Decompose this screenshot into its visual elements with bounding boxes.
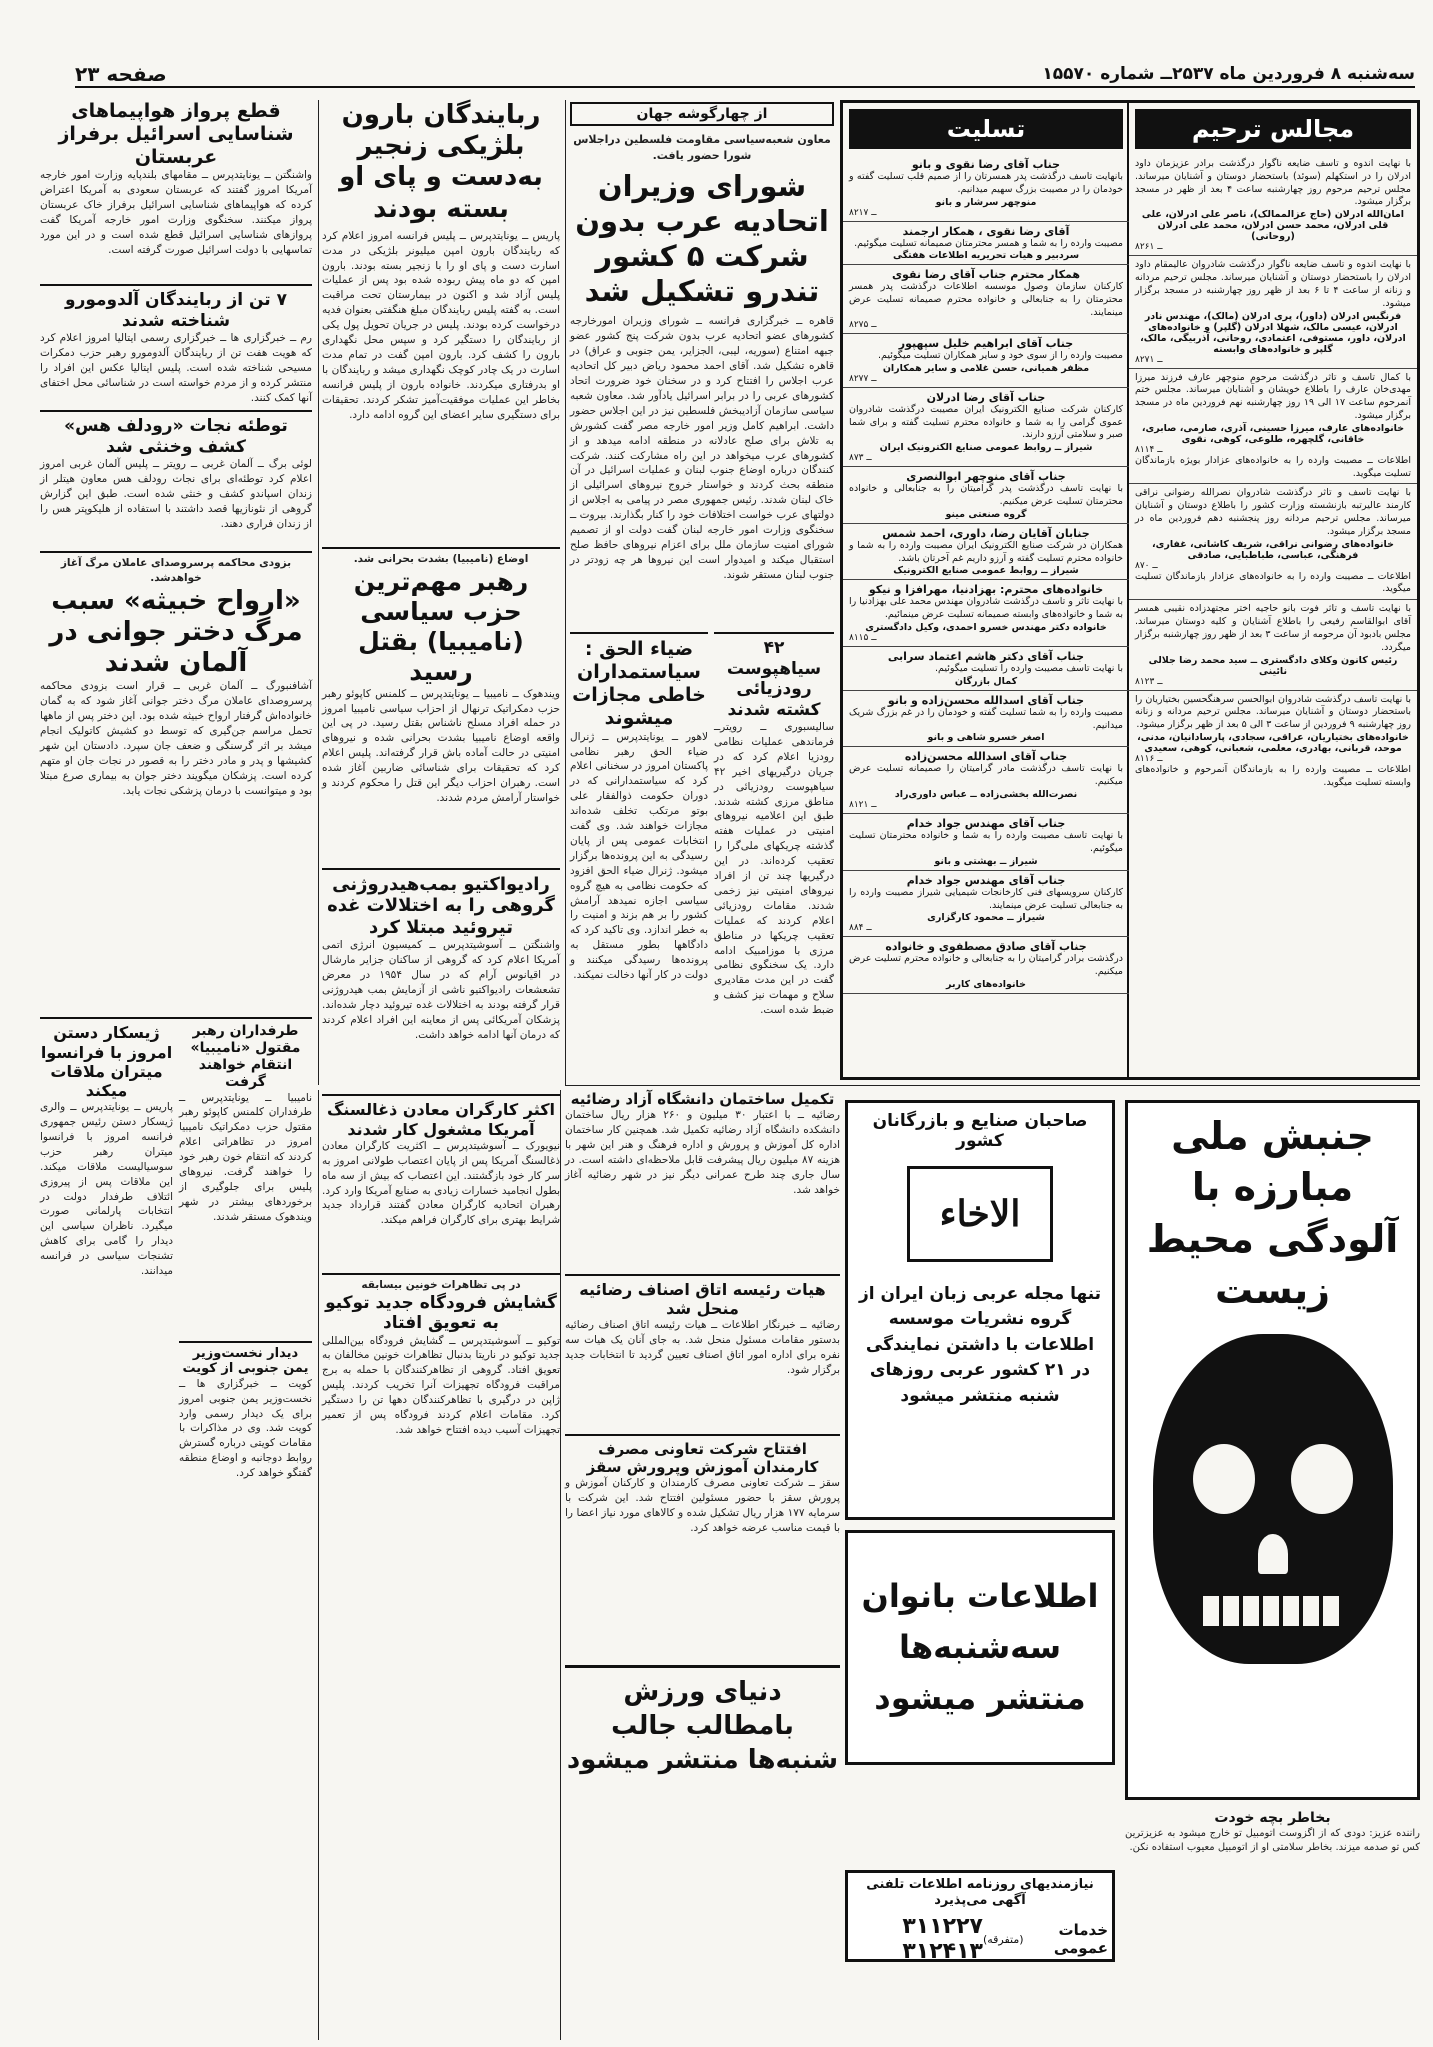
- alakha-ad: [845, 1100, 1115, 1520]
- condolence-signature: شیراز ــ روابط عمومی صنایع الکترونیک: [893, 565, 1079, 577]
- classified-phones: ۳۱۱۲۲۷ ۳۱۲۴۱۳: [902, 1914, 983, 1965]
- condolence-code: ۸ــ ۷۳: [849, 453, 872, 464]
- condolence-signature: شیراز ــ روابط عمومی صنایع الکترونیک ایران: [879, 442, 1093, 454]
- condolence-heading: جناب آقای منوچهر ابوالنصری: [906, 470, 1066, 484]
- condolence-text: مصیبت وارده را به شما تسلیت گفته و خودمان را در غم بزرگ شریک میدانیم.: [849, 706, 1123, 731]
- page-header: [75, 62, 1415, 88]
- notice-code: ۸ــ ۷۰: [1135, 560, 1158, 571]
- classified-label: خدمات عمومی: [1053, 1921, 1108, 1958]
- condolence-signature: نصرت‌الله بخشی‌زاده ــ عباس داوری‌راد: [894, 789, 1078, 801]
- coal-miners-body: نیویورک ــ آسوشیتدپرس ــ اکثریت کارگران معادن ذغالسنگ آمریکا پس از پایان اعتصاب طولانی امروز به سر کار خود بازگشتند. این اعتصاب که بیش از سه ماه بطول انجامید خسارات زیادی به صنایع آمریکا وارد کرد. رهبران اتحادیه کارگران معادن گفتند قرارداد جدید شرایط بهتری برای کارگران فراهم میکند.: [322, 1139, 560, 1227]
- notice-signature: خانواده‌های بختیاریان، عراقی، سجادی، پارسادانیان، مدنی، موحد، قربانی، بهادری، معلمی، شعبانی، کوهی، سعیدی: [1137, 731, 1409, 754]
- condolence-text: درگذشت برادر گرامیتان را به جنابعالی و خانواده محترم تسلیت عرض میکنیم.: [849, 953, 1123, 978]
- guild-headline: هیات رئیسه اتاق اصناف رضائیه منحل شد: [565, 1274, 840, 1318]
- section-rule: [565, 1085, 1420, 1086]
- condolence-notice: [843, 524, 1129, 581]
- condolence-notice: [843, 265, 1129, 333]
- condolence-code: ۸ــ ۲۱۷: [849, 207, 877, 218]
- memorial-notice: با نهایت تاسف و تاثر فوت بانو حاجیه اختر مجتهدزاده نقیبی همسر آقای ابوالقاسم رفیعی را باطلاع آشنایان و کلیه دوستان میرساند. مجلس بادبود آن مرحومه از ساعت ۳ بعد از ظهر روز چهارشنبه برگزار میگردد.: [1135, 603, 1411, 653]
- condolence-notice: [843, 222, 1129, 266]
- condolence-notice: [843, 388, 1129, 467]
- main-headline: شورای وزیران اتحادیه عرب بدون شرکت ۵ کشور تندرو تشکیل شد: [575, 169, 829, 308]
- exorcism-kicker: بزودی محاکمه پرسروصدای عاملان مرگ آغاز خواهدشد.: [40, 551, 312, 586]
- alakha-logo: الاخاء: [907, 1166, 1053, 1262]
- condolence-note: اطلاعات ــ مصیبت وارده را به خانواده‌های عزادار بویژه بازماندگان تسلیت میگوید.: [1135, 454, 1411, 479]
- condolence-text: با نهایت تاسف درگذشت مادر گرامیتان را صمیمانه تسلیت عرض میکنیم.: [849, 763, 1123, 788]
- classified-ad: [845, 1870, 1115, 1965]
- condolence-signature: سردبیر و هیات تحریریه اطلاعات هفتگی: [892, 250, 1080, 262]
- alakha-text: تنها مجله عربی زبان ایران از گروه نشریات موسسه اطلاعات با داشتن نمایندگی در ۲۱ کشور عربی روزهای شنبه منتشر میشود: [858, 1283, 1102, 1406]
- notice-code: ۸ــ ۱۱۶: [1135, 753, 1163, 764]
- condolence-text: با نهایت تاثر و تاسف درگذشت شادروان مهندس محمد علی بهزادنیا را به شما و خانواده‌های وابسته صمیمانه تسلیت عرض مینمائیم.: [849, 596, 1123, 621]
- condolence-code: ۸ــ ۲۷۵: [849, 319, 877, 330]
- namibia-supporters-headline: طرفداران رهبر مقتول «نامیبیا» انتقام خواهند گرفت: [190, 1023, 301, 1090]
- sports-promo: دنیای ورزش بامطالب جالب شنبه‌ها منتشر میشود: [565, 1665, 840, 1777]
- condolence-text: کارکنان سازمان وصول موسسه اطلاعات درگذشت پدر همسر محترمتان را به جنابعالی و خانواده محترم صمیمانه تسلیت عرض مینمایند.: [849, 281, 1123, 319]
- condolence-notice: [843, 871, 1129, 938]
- tokyo-body: توکیو ــ آسوشیتدپرس ــ گشایش فرودگاه بین‌المللی جدید توکیو در ناریتا بدنبال تظاهرات خونین مخالفان به تعویق افتاد. گروهی از تظاهرکنندگان با حمله به برج مراقبت فرودگاه تجهیزات آنرا تخریب کردند. پلیس ژاپن در درگیری با تظاهرکنندگان دهها تن را دستگیر کرد. مقامات اعلام کردند فرودگاه پس از تعمیر تجهیزات آسیب دیده افتتاح خواهد شد.: [322, 1334, 560, 1436]
- condolence-heading: جنابان آقایان رضا، داوری، احمد شمس: [882, 526, 1090, 540]
- exorcism-body: آشافنبورگ ــ آلمان غربی ــ قرار است بزودی محاکمه پرسروصدای عاملان مرگ دختر جوانی آغاز شود که به گمان خانواده‌اش گرفتار ارواح خبیثه شده بود. این دختر پس از ماهها تحمل مراسم جن‌گیری که توسط دو کشیش کاتولیک انجام میشد بر اثر گرسنگی و ضعف جان سپرد. دادستان این شهر کشیشها و پدر و مادر دختر را به قصور در نجات جان او متهم کرده است. پزشکان میگویند دختر جوان به بیماری صرع مبتلا بود و میتوانست با درمان پزشکی نجات یابد.: [40, 680, 312, 797]
- saudi-headline: قطع پرواز هواپیماهای شناسایی اسرائیل برفراز عربستان: [58, 100, 294, 168]
- memorial-services-banner: مجالس ترحیم: [1135, 109, 1411, 149]
- baron-headline: ربایندگان بارون بلژیکی زنجیر به‌دست و پای او بسته بودند: [339, 100, 543, 224]
- condolence-heading: جناب آقای رضا نقوی و بانو: [911, 158, 1061, 171]
- notice-signature: رئیس کانون وکلای دادگستری ــ سید محمد رضا جلالی نائینی: [1148, 654, 1398, 677]
- condolence-signature: شیراز ــ بهشتی و بانو: [934, 855, 1038, 867]
- condolence-notice: [843, 580, 1129, 647]
- condolence-signature: گروه صنعتی مینو: [945, 508, 1027, 520]
- namibia-headline: رهبر مهم‌ترین حزب سیاسی (نامیبیا) بقتل رسید: [353, 566, 529, 686]
- condolence-heading: خانواده‌های محترم: بهزادنیا، مهرافزا و نیکو: [868, 583, 1104, 597]
- condolence-note: اطلاعات ــ مصیبت وارده را به بازماندگان آنمرحوم و خانواده‌های وابسته تسلیت میگوید.: [1135, 763, 1411, 788]
- tokyo-headline: گشایش فرودگاه جدید توکیو به تعویق افتاد: [325, 1292, 557, 1334]
- giscard-headline: ژیسکار دستن امروز با فرانسوا میتران ملاقات میکند: [40, 1023, 173, 1100]
- condolence-signature: مظفر همیانی، حسن غلامی و سایر همکاران: [882, 362, 1090, 374]
- column-rule: [318, 100, 319, 1085]
- tokyo-kicker: در پی تظاهرات خونین بیسابقه: [322, 1273, 560, 1293]
- condolence-notice: [843, 814, 1129, 871]
- child-body: راننده عزیز: دودی که از اگزوست اتومبیل تو خارج میشود به عزیزترین کس تو صدمه میزند. بخاطر سلامتی او از اتومبیل معیوب استفاده نکن.: [1125, 1827, 1420, 1853]
- arab-league-body: قاهره ــ خبرگزاری فرانسه ــ شورای وزیران امورخارجه کشورهای عضو اتحادیه عرب بدون شرکت پنج کشور عضو جبهه امتناع (سوریه، لیبی، الجزایر، یمن جنوبی و عراق) در قاهره تشکیل شد. آقای احمد محمود ریاض دبیر کل اتحادیه عرب اجلاس را افتتاح کرد و در سخنان خود ضرورت اتحاد کشورهای عربی را در برابر اسرائیل یادآور شد. معاون شعبه سیاسی سازمان آزادیبخش فلسطین نیز در این اجلاس حضور داشت. ابراهیم کامل وزیر امور خارجه مصر گفت کشورش به تلاش برای صلح عادلانه در منطقه ادامه میدهد و از کشورهای عرب میخواهد در این راه مشارکت کنند. شرکت کنندگان درباره اوضاع جنوب لبنان و عملیات اسرائیل در آن منطقه بحث کردند و خواستار خروج نیروهای اسرائیلی از خاک لبنان شدند. رئیس جمهوری مصر در پیامی به اجلاس از دولتهای عرب خواست اختلافات خود را کنار بگذارند. بیروت ــ سخنگوی وزارت امور خارجه لبنان گفت دولت او از تصمیم شورای امنیت سازمان ملل برای اعزام نیروهای حافظ صلح استقبال میکند و امیدوار است این نیروها هر چه زودتر در جنوب لبنان مستقر شوند.: [570, 315, 834, 581]
- condolence-heading: جناب آقای اسدالله محسن‌زاده: [904, 750, 1068, 764]
- yemen-headline: دیدار نخست‌وزیر یمن جنوبی از کویت: [179, 1341, 312, 1377]
- condolence-notice: [843, 467, 1129, 524]
- regional-news-column: [565, 1090, 840, 2040]
- condolence-heading: جناب آقای مهندس جواد خدام: [906, 817, 1066, 831]
- condolence-code: ۸ــ ۱۲۱: [849, 800, 877, 811]
- news-column-4: [40, 100, 312, 2035]
- cooperative-headline: افتتاح شرکت تعاونی مصرف کارمندان آموزش وپرورش سقز: [565, 1434, 840, 1476]
- condolence-code: ۸ــ ۸۴: [849, 923, 872, 934]
- memorial-notice: با نهایت تاسف و تاثر درگذشت شادروان نصرالله رضوانی نراقی کارمند عالیرتبه بازنشسته وزارت کشور را باطلاع دوستان و آشنایان میرساند. مجلس ترحیم مردانه روز پنجشنبه دهم فروردین ماه در مسجد برگزار میشود.: [1135, 487, 1411, 537]
- banovan-text: اطلاعات بانوان سه‌شنبه‌ها منتشر میشود: [861, 1576, 1099, 1718]
- condolence-notice: [843, 334, 1129, 388]
- hess-headline: توطئه نجات «رودلف هس» کشف وخنثی شد: [40, 410, 312, 457]
- notice-code: ۸ــ ۲۷۱: [1135, 354, 1163, 365]
- university-headline: تکمیل ساختمان دانشگاه آزاد رضائیه: [570, 1090, 835, 1108]
- condolence-heading: جناب آقای دکتر هاشم اعتماد سرابی: [887, 650, 1085, 663]
- condolence-text: همکاران در شرکت صنایع الکترونیک ایران مصیبت وارده را به شما و خانواده محترم تسلیت گفته و آرزو داریم غم آخرتان باشد.: [849, 539, 1123, 564]
- condolence-code: ۸ــ ۲۷۷: [849, 373, 877, 384]
- condolence-heading: جناب آقای رضا ادرلان: [926, 390, 1046, 404]
- condolence-note: اطلاعات ــ مصیبت وارده را به خانواده‌های عزادار بازماندگان تسلیت میگوید.: [1135, 570, 1411, 595]
- condolence-heading: همکار محترم جناب آقای رضا نقوی: [891, 268, 1081, 282]
- condolence-text: مصیبت وارده را از سوی خود و سایر همکاران تسلیت میگوئیم.: [878, 349, 1123, 361]
- condolences-banner: تسلیت: [849, 109, 1123, 149]
- namibia-kicker: اوضاع (نامیبیا) بشدت بحرانی شد.: [322, 547, 560, 567]
- giscard-body: پاریس ــ یونایتدپرس ــ والری ژیسکار دستن رئیس جمهوری فرانسه امروز با فرانسوا میتران رهبر حزب سوسیالیست ملاقات میکند. این ملاقات پس از پیروزی ائتلاف طرفدار دولت در انتخابات پارلمانی صورت میگیرد. ناظران سیاسی این دیدار را گامی برای کاهش تشنجات سیاسی در فرانسه میدانند.: [40, 1101, 173, 1278]
- condolence-text: با نهایت تاسف مصیبت وارده را تسلیت میگوئیم.: [935, 663, 1123, 674]
- rhodesia-body: سالیسبوری ــ رویترــ فرماندهی عملیات نظامی رودزیا اعلام کرد که در جریان درگیریهای اخیر ۴۲ سیاهپوست رودزیائی در مناطق مرزی کشته شدند. طبق این اعلامیه نیروهای امنیتی در عملیات هفته گذشته چریکهای ملی‌گرا را تعقیب کرده‌اند. در این درگیریها چند تن از افراد نیروهای امنیتی نیز زخمی شدند. مقامات رودزیائی اعلام کردند که عملیات تعقیب چریکها در مناطق مرزی با موزامبیک ادامه دارد. یک سخنگوی نظامی گفت در این مدت مقادیری سلاح و مهمات نیز کشف و ضبط شده است.: [714, 720, 834, 1017]
- exorcism-headline: «ارواح خبیثه» سبب مرگ دختر جوانی در آلمان شدند: [49, 585, 303, 679]
- hess-body: لوئی برگ ــ آلمان غربی ــ رویتر ــ پلیس آلمان غربی امروز اعلام کرد توطئه‌ای برای نجات رودلف هس معاون هیتلر از زندان اسپاندو کشف و خنثی شده است. طبق این گزارش گروهی از نئونازیها قصد داشتند با استفاده از هلیکوپتر هس را از زندان فراری دهند.: [40, 457, 312, 530]
- condolence-signature: اصغر خسرو شاهی و بانو: [927, 732, 1045, 744]
- classified-note: (متفرقه): [982, 1932, 1024, 1946]
- notice-signature: فرنگیس ادرلان (داور)، پری ادرلان (مالک)، مهندس نادر ادرلان، عیسی مالک، شهلا ادرلان (گلپر) و خانواده‌های ادرلان، داور، مستوفی، اعتمادی، روحانی، آذربیگی، مالک، گلپر و خانواده‌های وابسته: [1140, 310, 1406, 355]
- kicker-box: از چهارگوشه جهان: [570, 102, 834, 126]
- condolence-signature: خانواده‌های کاربر: [946, 978, 1026, 990]
- classified-heading: نیازمندیهای روزنامه اطلاعات تلفنی آگهی می‌پذیرد: [866, 1877, 1094, 1908]
- condolence-text: با نهایت تاسف درگذشت پدر گرامیتان را به جنابعالی و خانواده محترمتان تسلیت عرض میکنیم.: [849, 483, 1123, 507]
- condolence-signature: شیراز ــ محمود کارگزاری: [927, 912, 1045, 924]
- condolence-heading: جناب آقای مهندس جواد خدام: [906, 873, 1066, 887]
- condolence-signature: منوچهر سرشار و بانو: [935, 196, 1037, 208]
- radioactive-headline: رادیواکتیو بمب‌هیدروژنی گروهی را به اختلالات غده تیروئید مبتلا کرد: [322, 868, 560, 939]
- condolence-text: مصیبت وارده را به شما و همسر محترمتان صمیمانه تسلیت میگوئیم.: [854, 237, 1123, 249]
- notice-code: ۸ــ ۱۱۴: [1135, 444, 1163, 455]
- condolence-heading: جناب آقای صادق مصطفوی و خانواده: [885, 940, 1087, 954]
- subhead: معاون شعبه‌سیاسی مقاومت فلسطین دراجلاس شورا حضور یافت.: [573, 133, 831, 162]
- obituaries-box: [840, 100, 1420, 1080]
- yemen-body: کویت ــ خبرگزاری ها ــ نخست‌وزیر یمن جنوبی امروز برای یک دیدار رسمی وارد کویت شد. وی در مذاکرات با مقامات کویتی درباره گسترش روابط دوجانبه و اوضاع منطقه گفتگو خواهد کرد.: [179, 1377, 312, 1480]
- condolence-signature: کمال بازرگان: [954, 675, 1018, 687]
- child-heading: بخاطر بچه خودت: [1214, 1810, 1331, 1826]
- condolence-notice: [843, 155, 1129, 222]
- notice-signature: خانواده‌های عارف، میرزا حسینی، آذری، صارمی، صابری، خاقانی، گلچهره، طلوعی، کوهی، نقوی: [1141, 422, 1405, 445]
- condolence-heading: جناب آقای ابراهیم خلیل سپهپور: [898, 336, 1074, 350]
- condolence-text: کارکنان شرکت صنایع الکترونیک ایران مصیبت درگذشت شادروان عموی گرامی را به شما و خانواده محترم تسلیت گفته و برای شما صبر و سلامتی آرزو دارند.: [849, 403, 1123, 441]
- memorial-services-section: [1127, 103, 1417, 1077]
- university-body: رضائیه ــ با اعتبار ۳۰ میلیون و ۲۶۰ هزار ریال ساختمان دانشکده دانشگاه آزاد رضائیه تکمیل شد. همچنین کار ساختمان اداره کل آموزش و پرورش و اداره فرهنگ و هنر این شهر با هزینه ۸۷ میلیون ریال پیشرفت قابل ملاحظه‌ای داشته است. در سال جاری چند طرح عمرانی دیگر نیز در شهر رضائیه آغاز خواهد شد.: [565, 1109, 840, 1196]
- zia-headline: ضیاء الحق : سیاستمداران خاطی مجازات میشوند: [570, 632, 708, 729]
- condolence-heading: جناب آقای اسدالله محسن‌زاده و بانو: [887, 693, 1085, 707]
- memorial-notice: با کمال تاسف و تاثر درگذشت مرحوم منوچهر عارف فرزند میرزا مهدی‌خان عارف را باطلاع خویشان و آشنایان میرساند. مجلس ختم آنمرحوم ساعت ۱۷ الی ۱۹ روز چهارشنبه نهم فروردین ماه در مسجد برگزار میشود.: [1135, 371, 1412, 421]
- moro-headline: ۷ تن از ربایندگان آلدومورو شناخته شدند: [40, 284, 312, 331]
- notice-code: ۸ــ ۲۶۱: [1135, 242, 1163, 253]
- baron-body: پاریس ــ یونایتدپرس ــ پلیس فرانسه امروز اعلام کرد که ربایندگان بارون امپن میلیونر بلژیکی در مدت اسارت دست و پای او را با زنجیر بسته بودند. بارون امپن که دو ماه پیش ربوده شده بود پس از عملیات پلیس آزاد شد و اکنون در بیمارستان تحت مراقبت است. به گفته پلیس ربایندگان مبلغ هنگفتی بعنوان فدیه درخواست کرده بودند. پلیس در جریان تحویل پول یکی از ربایندگان را دستگیر کرد و سپس محل نگهداری بارون را کشف کرد. بارون امپن گفت در تمام مدت اسارت در یک چادر کوچک نگهداری میشد و ربایندگان با او بدرفتاری میکردند. خانواده بارون از پلیس فرانسه بخاطر این عملیات موفقیت‌آمیز تشکر کردند. تحقیقات برای دستگیری سایر اعضای این گروه ادامه دارد.: [322, 229, 560, 421]
- environment-slogan: جنبش ملی مبارزه با آلودگی محیط زیست: [1146, 1114, 1399, 1312]
- coal-miners-headline: اکثر کارگران معادن ذغالسنگ آمریکا مشغول کار شدند: [322, 1094, 560, 1138]
- environment-ad: [1125, 1100, 1420, 1800]
- condolence-notice: [843, 747, 1129, 814]
- notice-signature: امان‌الله ادرلان (حاج عزالممالک)، ناصر علی ادرلان، علی قلی ادرلان، محمد حسن ادرلان، محمد علی ادرلان (روحانی): [1141, 209, 1405, 243]
- memorial-notice: با نهایت اندوه و تاسف ضایعه ناگوار درگذشت برادر عزیزمان داود ادرلان را در استکهلم (سوئد) باستحضار دوستان و آشنایان میرساند. مجلس ترحیم مرحوم روز چهارشنبه ساعت ۴ بعد از ظهر در مسجد برگزار میشود.: [1135, 158, 1412, 208]
- news-column-3: [322, 100, 560, 2035]
- namibia-supporters-body: نامیبیا ــ یونایتدپرس ــ طرفداران کلمنس کاپوئو رهبر مقتول حزب دمکراتیک نامیبیا امروز در تظاهراتی اعلام کردند که انتقام خون رهبر خود را خواهند گرفت. نیروهای پلیس برای جلوگیری از برخوردهای بیشتر در شهر ویندهوک مستقر شدند.: [179, 1091, 312, 1223]
- guild-body: رضائیه ــ خبرنگار اطلاعات ــ هیات رئیسه اتاق اصناف رضائیه بدستور مقامات مسئول منحل شد. به جای آنان یک هیات سه نفره برای اداره امور اتاق اصناف تعیین گردید تا انتخابات جدید برگزار شود.: [565, 1319, 840, 1377]
- namibia-body: ویندهوک ــ نامیبیا ــ یونایتدپرس ــ کلمنس کاپوئو رهبر حزب دمکراتیک ترنهال از احزاب سیاسی نامیبیا امروز در حمله افراد مسلح ناشناس بقتل رسید. در پی این واقعه اوضاع نامیبیا بشدت بحرانی شده و نیروهای امنیتی در حالت آماده باش قرار گرفته‌اند. پلیس اعلام کرد که تحقیقات برای شناسائی ضاربین آغاز شده است. رهبران احزاب دیگر این قتل را محکوم کردند و خواستار آرامش مردم شدند.: [322, 687, 560, 804]
- condolence-notice: [843, 691, 1129, 748]
- page-number: صفحه ۲۳: [75, 62, 167, 86]
- condolence-code: ۸ــ ۱۱۵: [849, 633, 877, 643]
- column-rule: [318, 1090, 319, 2040]
- memorial-notice: با نهایت اندوه و تاسف ضایعه ناگوار درگذشت شادروان عالیمقام داود ادرلان را باستحضار دوستان و آشنایان میرساند. مجلس ترحیم مردانه و زنانه از ساعت ۴ تا ۶ بعد از ظهر روز چهارشنبه در مسجد برگزار میشود.: [1135, 259, 1412, 309]
- alakha-heading: صاحبان صنایع و بازرگانان کشور: [872, 1111, 1088, 1152]
- moro-body: رم ــ خبرگزاری ها ــ خبرگزاری رسمی ایتالیا امروز اعلام کرد که هویت هفت تن از ربایندگان آلدومورو رهبر حزب دمکرات مسیحی شناخته شده است. پلیس ایتالیا عکس این افراد را منتشر کرده و از مردم خواسته است در شناسائی محل اختفای آنها کمک کنند.: [40, 332, 312, 404]
- condolence-text: کارکنان سرویسهای فنی کارخانجات شیمیایی شیراز مصیبت وارده را به جنابعالی تسلیت عرض مینمایند.: [849, 886, 1123, 911]
- condolences-section: [843, 103, 1129, 1077]
- skull-illustration: [1153, 1334, 1393, 1664]
- condolence-notice: [843, 937, 1129, 994]
- zia-body: لاهور ــ یونایتدپرس ــ ژنرال ضیاء الحق رهبر نظامی پاکستان امروز در سخنانی اعلام کرد که سیاستمدارانی که در دوران حکومت ذوالفقار علی بوتو مرتکب تخلف شده‌اند مجازات خواهند شد. وی گفت انتخابات عمومی پس از پایان رسیدگی به این پرونده‌ها برگزار میشود. ژنرال ضیاء الحق افزود که حکومت نظامی به هیچ گروه سیاسی اجازه نمیدهد آرامش کشور را بر هم بزند و امنیت را به خطر اندازد. وی تاکید کرد که دادگاهها بطور مستقل به پرونده‌ها رسیدگی میکنند و دولت در کار آنها دخالت نمیکند.: [570, 730, 708, 982]
- condolence-heading: آقای رضا نقوی ، همکار ارجمند: [902, 224, 1070, 238]
- saudi-body: واشنگتن ــ یونایتدپرس ــ مقامهای بلندپایه وزارت امور خارجه آمریکا امروز گفتند که عربستان سعودی به آمریکا اعتراض کرده که هواپیماهای شناسایی اسرائیل برفراز خاک عربستان پرواز میکنند. سخنگوی وزارت امور خارجه آمریکا گفت پروازهای شناسایی اسرائیل قطع شده است و در این مورد تماسهایی با دولت اسرائیل صورت گرفته است.: [40, 169, 312, 256]
- column-rule: [560, 1090, 561, 2040]
- notice-signature: خانواده‌های رضوانی نراقی، شریف کاشانی، غفاری، فرهنگی، عباسی، طباطبایی، صادقی: [1152, 538, 1394, 561]
- condolence-text: با نهایت تاسف مصیبت وارده را به شما و خانواده محترمتان تسلیت میگوئیم.: [849, 830, 1123, 854]
- world-news-column: [570, 100, 834, 1080]
- condolence-notice: [843, 647, 1129, 691]
- child-ad: [1125, 1810, 1420, 1880]
- condolence-list: [843, 155, 1129, 994]
- banovan-ad: [845, 1530, 1115, 1765]
- cooperative-body: سقز ــ شرکت تعاونی مصرف کارمندان و کارکنان آموزش و پرورش سقز با حضور مسئولین افتتاح شد. این شرکت با سرمایه ۱۷۷ هزار ریال تشکیل شده و کالاهای مورد نیاز اعضا را با قیمت مناسب عرضه خواهد کرد.: [565, 1477, 840, 1535]
- rhodesia-headline: ۴۲ سیاهپوست رودزیائی کشته شدند: [714, 632, 834, 720]
- condolence-text: بانهایت تاسف درگذشت پدر همسرتان را از صمیم قلب تسلیت گفته و خودمان را در مصیبت بزرگ سهیم میدانیم.: [849, 171, 1123, 195]
- radioactive-body: واشنگتن ــ آسوشیتدپرس ــ کمیسیون انرژی اتمی آمریکا اعلام کرد که گروهی از ساکنان جزایر مارشال در اقیانوس آرام که در سال ۱۹۵۴ در معرض تشعشعات رادیواکتیو ناشی از آزمایش بمب هیدروژنی قرار گرفته بودند به اختلالات غده تیروئید دچار شده‌اند. پزشکان آمریکائی پس از معاینه این افراد اعلام کردند که درمان آنها ادامه خواهد داشت.: [322, 939, 560, 1041]
- condolence-signature: خانواده دکتر مهندس خسرو احمدی، وکیل دادگستری: [865, 622, 1107, 633]
- issue-date: سه‌شنبه ۸ فروردین ماه ۲۵۳۷ــ شماره ۱۵۵۷۰: [1042, 64, 1415, 84]
- notice-code: ۸ــ ۱۲۳: [1135, 676, 1163, 687]
- column-rule: [565, 100, 566, 1085]
- memorial-notice: با نهایت تاسف درگذشت شادروان ابوالحسن سرهنگحسین بختیاریان را باستحضار دوستان و آشنایان میرساند. مجلس ترحیم مردانه و زنانه روز چهارشنبه ۹ فروردین از ساعت ۳ الی ۵ بعد از ظهر برگزار میشود.: [1135, 693, 1411, 731]
